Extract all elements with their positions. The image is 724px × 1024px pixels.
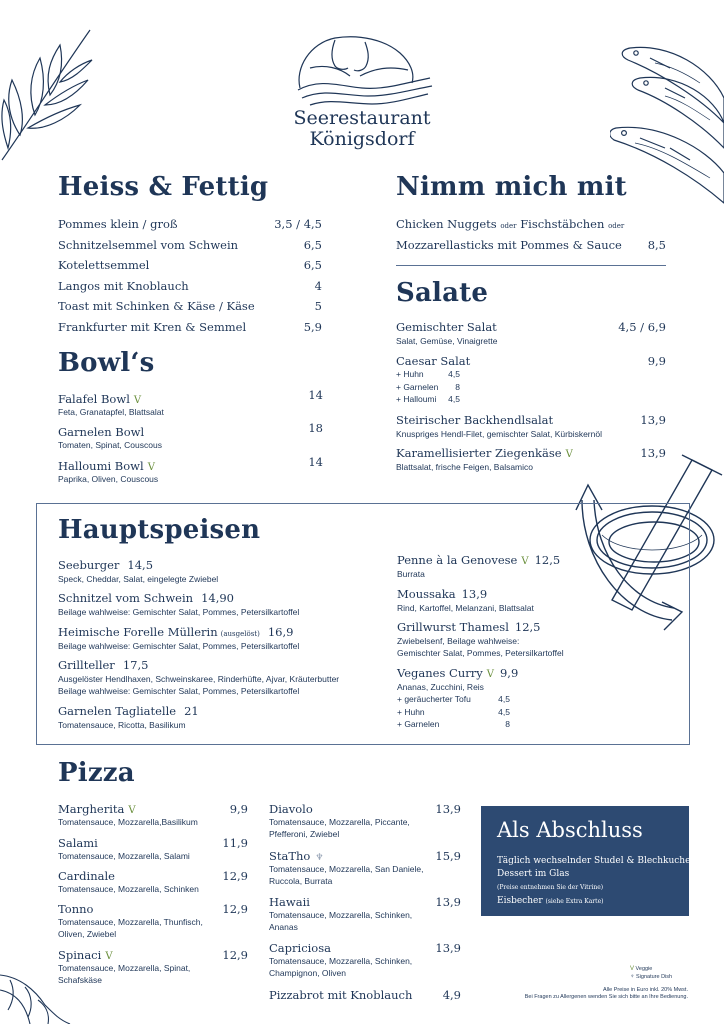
pizza-item-desc: Tomatensauce, Mozzarella, Schinken, xyxy=(269,910,413,920)
pizza-item-label: Cardinale xyxy=(58,869,115,883)
nimm-item-nuggets: Chicken Nuggets xyxy=(396,217,497,231)
bowl-item-label: Halloumi Bowl xyxy=(58,459,144,473)
pizza-item-price: 13,9 xyxy=(435,802,461,816)
pizza-item-name xyxy=(269,849,323,863)
dessert-line4 xyxy=(497,896,603,906)
restaurant-name-line2: Königsdorf xyxy=(309,128,415,150)
heiss-item-price: 5,9 xyxy=(303,320,322,334)
salat-item-desc: Knuspriges Hendl-Filet, gemischter Salat, Kürbiskernöl xyxy=(396,429,602,439)
salat-item-price: 13,9 xyxy=(640,446,666,460)
pizza-item-name xyxy=(58,836,98,850)
haupt-item-desc2: Beilage wahlweise: Gemischter Salat, Pommes, Petersilkartoffel xyxy=(58,686,300,696)
section-title-pizza: Pizza xyxy=(58,758,135,788)
salat-item-name xyxy=(396,354,470,368)
veggie-leaf-icon: V xyxy=(147,462,155,473)
bowl-item-price: 14 xyxy=(308,388,323,402)
haupt-item-desc: Burrata xyxy=(397,569,425,579)
haupt-item-label: Grillwurst Thamesl xyxy=(397,620,509,634)
pizza-item-name xyxy=(58,948,113,962)
salat-extra-price: 4,5 xyxy=(448,369,460,379)
bowl-item-label: Garnelen Bowl xyxy=(58,425,145,439)
pizza-item-desc: Tomatensauce, Mozzarella, Spinat, xyxy=(58,963,191,973)
salat-item-desc: Blattsalat, frische Feigen, Balsamico xyxy=(396,462,534,472)
salat-extra-price: 8 xyxy=(455,381,460,392)
haupt-item-name xyxy=(397,553,560,567)
pizza-item-name xyxy=(58,869,115,883)
section-title-heiss: Heiss & Fettig xyxy=(58,172,269,202)
dessert-line3: (Preise entnehmen Sie der Vitrine) xyxy=(497,884,604,891)
haupt-item-label: Penne à la Genovese xyxy=(397,553,518,567)
haupt-item-price: 9,9 xyxy=(499,666,519,680)
haupt-item-desc: Zwiebelsenf, Beilage wahlweise: xyxy=(397,636,520,646)
bowl-item-desc: Tomaten, Spinat, Couscous xyxy=(58,440,162,450)
salat-item-label: Karamellisierter Ziegenkäse xyxy=(396,446,562,460)
footer-line1: Alle Preise in Euro inkl. 20% Mwst. xyxy=(603,987,688,993)
haupt-item-price: 14,5 xyxy=(127,558,154,572)
pizza-item-desc2: Ruccola, Burrata xyxy=(269,876,333,886)
heiss-item-price: 6,5 xyxy=(303,258,322,273)
pizza-item-price: 13,9 xyxy=(435,941,461,955)
legend-veggie-label: Veggie xyxy=(635,966,653,972)
bowl-item-label: Falafel Bowl xyxy=(58,392,130,406)
legend-signature-label: Signature Dish xyxy=(636,974,673,980)
haupt-item-price: 13,9 xyxy=(461,587,488,601)
haupt-item-name xyxy=(58,558,153,572)
nimm-divider xyxy=(396,265,666,266)
pizza-item-desc: Tomatensauce, Mozzarella, San Daniele, xyxy=(269,864,424,874)
pizza-item-desc: Tomatensauce, Mozzarella, Thunfisch, xyxy=(58,917,203,927)
haupt-item-name xyxy=(58,704,199,718)
salat-extra-label: + Huhn xyxy=(396,369,424,379)
pizza-item-desc: Tomatensauce, Mozzarella, Schinken, xyxy=(269,956,413,966)
nimm-line2: Mozzarellasticks mit Pommes & Sauce xyxy=(396,238,622,252)
pizza-item-desc: Tomatensauce, Mozzarella, Salami xyxy=(58,851,190,861)
heiss-item-price: 6,5 xyxy=(303,237,322,252)
haupt-item-price: 16,9 xyxy=(267,625,294,639)
pizza-item-desc2: Pfefferoni, Zwiebel xyxy=(269,829,340,839)
pizza-item-name xyxy=(58,802,136,816)
heiss-item-name: Schnitzelsemmel vom Schwein xyxy=(58,237,239,252)
pizza-item-label: Margherita xyxy=(58,802,125,816)
pizza-item-label: Spinaci xyxy=(58,948,102,962)
haupt-extra-price: 4,5 xyxy=(498,694,510,704)
salat-item-label: Gemischter Salat xyxy=(396,320,497,334)
restaurant-name xyxy=(262,108,462,150)
pizza-item-label: Capriciosa xyxy=(269,941,331,955)
salat-item-name xyxy=(396,320,497,334)
haupt-item-desc: Ananas, Zucchini, Reis xyxy=(397,682,484,692)
bowl-item-desc: Paprika, Oliven, Couscous xyxy=(58,474,159,484)
salat-item-desc: Salat, Gemüse, Vinaigrette xyxy=(396,336,498,346)
pizza-item-price: 13,9 xyxy=(435,895,461,909)
pizza-item-desc: Tomatensauce, Mozzarella, Schinken xyxy=(58,884,199,894)
nimm-price: 8,5 xyxy=(647,238,666,252)
heiss-item-price: 5 xyxy=(314,299,322,314)
pizza-item-price: 15,9 xyxy=(435,849,461,863)
leaf-sketch-icon xyxy=(0,20,95,165)
bowl-item-name xyxy=(58,425,144,439)
pizza-item-name xyxy=(269,941,331,955)
pizza-item-desc: Tomatensauce, Mozzarella, Piccante, xyxy=(269,817,410,827)
pizza-item-desc2: Oliven, Zwiebel xyxy=(58,929,117,939)
salat-extra-price: 4,5 xyxy=(448,394,460,404)
pizza-item-price: 12,9 xyxy=(222,948,248,962)
pizza-item-desc2: Schafskäse xyxy=(58,975,102,985)
haupt-item-price: 12,5 xyxy=(514,620,541,634)
heiss-item-name: Langos mit Knoblauch xyxy=(58,278,189,293)
haupt-item-label: Moussaka xyxy=(397,587,456,601)
haupt-item-name xyxy=(58,658,148,672)
haupt-extra-label: + Garnelen xyxy=(397,719,440,729)
pizza-item-label: Salami xyxy=(58,836,98,850)
pizza-item-name xyxy=(269,895,310,909)
haupt-item-label: Grillteller xyxy=(58,658,115,672)
nimm-line1 xyxy=(396,217,624,231)
haupt-item-label: Garnelen Tagliatelle xyxy=(58,704,177,718)
section-title-bowls: Bowl‘s xyxy=(58,348,155,378)
dessert-eisbecher: Eisbecher xyxy=(497,896,543,906)
haupt-extra-label: + Huhn xyxy=(397,706,425,717)
haupt-item-desc2: Gemischter Salat, Pommes, Petersilkartoffel xyxy=(397,648,564,658)
haupt-item-desc: Speck, Cheddar, Salat, eingelegte Zwiebel xyxy=(58,574,219,584)
haupt-item-price: 14,90 xyxy=(201,591,235,605)
legend-signature xyxy=(630,974,672,980)
salat-extra-label: + Halloumi xyxy=(396,394,437,404)
section-title-salate: Salate xyxy=(396,278,489,308)
salat-item-name xyxy=(396,446,573,460)
heiss-item-price: 4 xyxy=(314,278,322,293)
salat-item-price: 9,9 xyxy=(647,354,666,368)
seaweed-sketch-icon xyxy=(0,965,75,1024)
pizza-item-price: 12,9 xyxy=(222,902,248,916)
dessert-title: Als Abschluss xyxy=(497,818,643,842)
haupt-item-desc: Tomatensauce, Ricotta, Basilikum xyxy=(58,720,186,730)
dessert-eisbecher-note: (siehe Extra Karte) xyxy=(545,898,604,905)
pizza-item-label: StaTho xyxy=(269,849,311,863)
salat-item-label: Caesar Salat xyxy=(396,354,471,368)
veggie-leaf-icon: V xyxy=(630,966,635,972)
legend-veggie xyxy=(630,966,652,972)
pizza-item-price: 12,9 xyxy=(222,869,248,883)
veggie-leaf-icon: V xyxy=(486,669,494,680)
pizza-item-price: 11,9 xyxy=(222,836,248,850)
pizza-item-desc2: Champignon, Oliven xyxy=(269,968,347,978)
heiss-item-name: Frankfurter mit Kren & Semmel xyxy=(58,320,247,334)
veggie-leaf-icon: V xyxy=(565,449,573,460)
haupt-item-label: Veganes Curry xyxy=(397,666,483,680)
haupt-item-name xyxy=(58,591,234,605)
pizza-item-name xyxy=(269,802,313,816)
veggie-leaf-icon: V xyxy=(105,951,113,962)
salat-extra-label: + Garnelen xyxy=(396,381,439,392)
nimm-item-fisch: Fischstäbchen xyxy=(520,217,605,231)
sea-faces-logo-icon xyxy=(290,28,435,106)
sardines-sketch-icon xyxy=(610,38,724,210)
bowl-item-price: 18 xyxy=(308,421,323,435)
haupt-item-name xyxy=(397,666,518,680)
nimm-oder-1: oder xyxy=(500,222,517,230)
dessert-line2: Dessert im Glas xyxy=(497,869,570,879)
veggie-leaf-icon: V xyxy=(128,805,136,816)
haupt-item-price: 21 xyxy=(184,704,199,718)
bowl-item-name xyxy=(58,392,141,406)
signature-dish-icon: ♆ xyxy=(630,974,635,980)
veggie-leaf-icon: V xyxy=(521,556,529,567)
haupt-item-price: 12,5 xyxy=(534,553,561,567)
section-title-nimm: Nimm mich mit xyxy=(396,172,627,202)
dessert-box xyxy=(481,806,697,916)
dessert-line1: Täglich wechselnder Studel & Blechkuchen xyxy=(497,856,697,866)
pizza-item-desc: Tomatensauce, Mozzarella,Basilikum xyxy=(58,817,198,827)
nimm-oder-2: oder xyxy=(608,222,625,230)
signature-dish-icon: ♆ xyxy=(315,853,324,863)
haupt-item-note: (ausgelöst) xyxy=(220,630,260,638)
salat-item-label: Steirischer Backhendlsalat xyxy=(396,413,554,427)
pizza-item-label: Tonno xyxy=(58,902,94,916)
bowl-item-name xyxy=(58,459,155,473)
pizza-item-price: 4,9 xyxy=(442,988,461,1002)
haupt-extra-price: 8 xyxy=(505,719,510,729)
pizza-item-label: Diavolo xyxy=(269,802,313,816)
salat-item-price: 13,9 xyxy=(640,413,666,427)
pizza-item-desc2: Ananas xyxy=(269,922,298,932)
pizza-item-name xyxy=(58,902,93,916)
salat-item-name xyxy=(396,413,553,427)
salat-item-price: 4,5 / 6,9 xyxy=(618,320,666,334)
haupt-item-desc: Beilage wahlweise: Gemischter Salat, Pommes, Petersilkartoffel xyxy=(58,607,300,617)
haupt-item-desc: Beilage wahlweise: Gemischter Salat, Pommes, Petersilkartoffel xyxy=(58,641,300,651)
heiss-item-price: 3,5 / 4,5 xyxy=(274,217,322,231)
haupt-extra-label: + geräucherter Tofu xyxy=(397,694,471,704)
haupt-item-desc: Ausgelöster Hendlhaxen, Schweinskaree, Rinderhüfte, Ajvar, Kräuterbutter xyxy=(58,674,340,684)
haupt-item-label: Seeburger xyxy=(58,558,120,572)
footer-line2: Bei Fragen zu Allergenen wenden Sie sich bitte an Ihre Bedienung. xyxy=(524,994,688,1000)
restaurant-name-line1: Seerestaurant xyxy=(293,107,431,129)
bowl-item-desc: Feta, Granatapfel, Blattsalat xyxy=(58,407,164,417)
haupt-item-label: Heimische Forelle Müllerin xyxy=(58,625,218,639)
haupt-item-name xyxy=(397,587,487,601)
haupt-item-name xyxy=(58,625,293,639)
pizza-item-name xyxy=(269,988,412,1002)
pizza-item-price: 9,9 xyxy=(229,802,248,816)
heiss-item-name: Toast mit Schinken & Käse / Käse xyxy=(58,299,255,314)
pizza-item-label: Hawaii xyxy=(269,895,310,909)
haupt-extra-price: 4,5 xyxy=(498,706,510,717)
veggie-leaf-icon: V xyxy=(133,395,142,406)
heiss-item-name: Pommes klein / groß xyxy=(58,217,178,231)
haupt-item-name xyxy=(397,620,540,634)
section-title-haupt: Hauptspeisen xyxy=(58,515,261,545)
haupt-item-label: Schnitzel vom Schwein xyxy=(58,591,194,605)
haupt-item-price: 17,5 xyxy=(122,658,149,672)
heiss-item-name: Kotelettsemmel xyxy=(58,258,150,273)
bowl-item-price: 14 xyxy=(308,455,323,469)
pizza-item-label: Pizzabrot mit Knoblauch xyxy=(269,988,413,1002)
haupt-item-desc: Rind, Kartoffel, Melanzani, Blattsalat xyxy=(397,603,534,613)
